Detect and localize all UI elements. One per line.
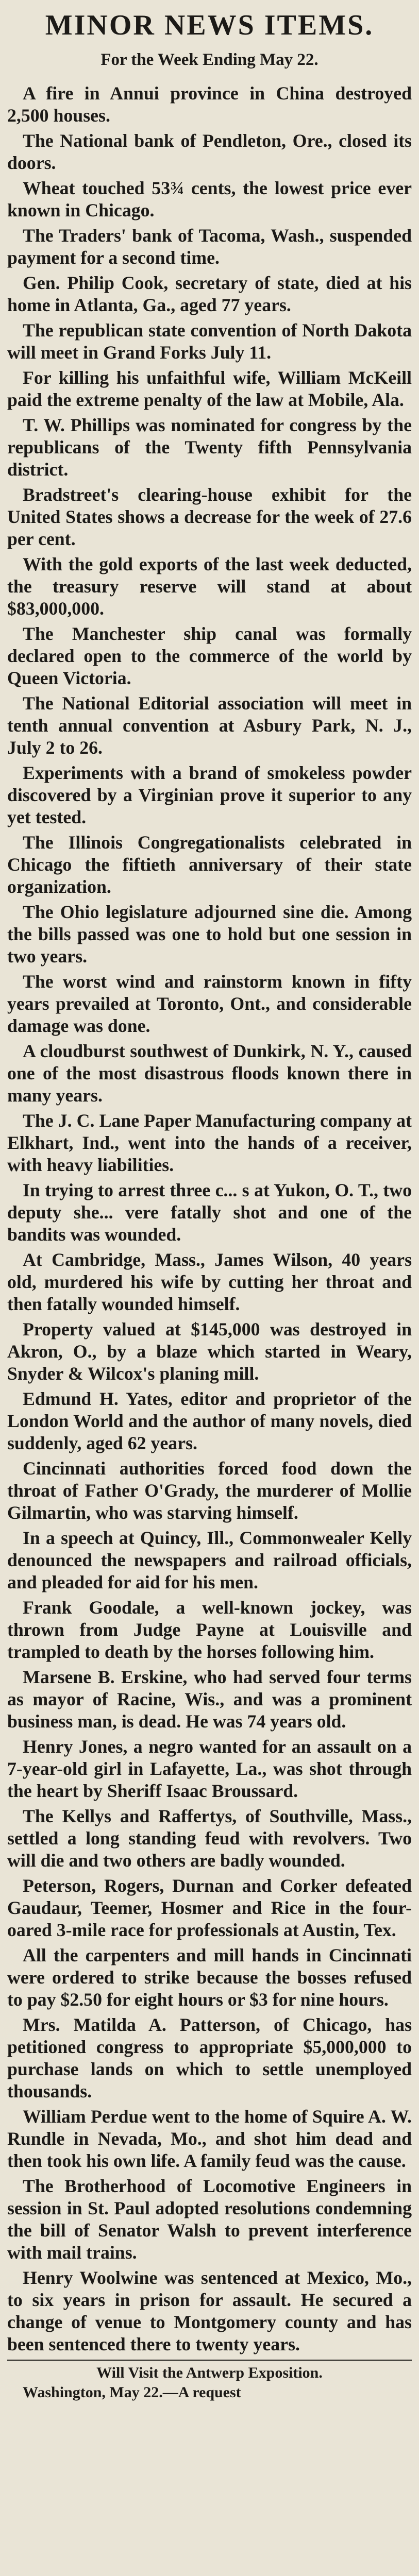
news-item: The Manchester ship canal was formally declared open to the commerce of the world by Queen Victoria. — [7, 623, 412, 688]
section-divider — [7, 2360, 412, 2361]
news-item: Edmund H. Yates, editor and proprietor of the London World and the author of many novels, died suddenly, aged 62 years. — [7, 1388, 412, 1453]
news-items-list — [7, 82, 412, 2355]
news-item: For killing his unfaithful wife, William McKeill paid the extreme penalty of the law at Mobile, Ala. — [7, 367, 412, 410]
news-item: With the gold exports of the last week deducted, the treasury reserve will stand at about $83,000,000. — [7, 554, 412, 619]
news-item: Property valued at $145,000 was destroyed in Akron, O., by a blaze which started in Weary, Snyder & Wilcox's planing mill. — [7, 1319, 412, 1384]
news-item: The worst wind and rainstorm known in fifty years prevailed at Toronto, Ont., and considerable damage was done. — [7, 971, 412, 1036]
next-story-fragment: Washington, May 22.—A request — [23, 2384, 241, 2401]
news-item: The J. C. Lane Paper Manufacturing company at Elkhart, Ind., went into the hands of a receiver, with heavy liabilities. — [7, 1110, 412, 1175]
next-story-heading: Will Visit the Antwerp Exposition. — [96, 2364, 323, 2381]
news-item: In a speech at Quincy, Ill., Commonwealer Kelly denounced the newspapers and railroad officials, and pleaded for aid for his men. — [7, 1528, 412, 1592]
headline: MINOR NEWS ITEMS. — [45, 9, 374, 41]
news-item: Peterson, Rogers, Durnan and Corker defeated Gaudaur, Teemer, Hosmer and Rice in the four-oared 3-mile race for professionals at Austin, Tex. — [7, 1875, 412, 1940]
news-item: Bradstreet's clearing-house exhibit for the United States shows a decrease for the week of 27.6 per cent. — [7, 484, 412, 549]
news-item: Marsene B. Erskine, who had served four terms as mayor of Racine, Wis., and was a prominent business man, is dead. He was 74 years old. — [7, 1667, 412, 1732]
news-item: Henry Woolwine was sentenced at Mexico, Mo., to six years in prison for assault. He secured a change of venue to Montgomery county and has been sentenced there to twenty years. — [7, 2267, 412, 2354]
news-item: Gen. Philip Cook, secretary of state, died at his home in Atlanta, Ga., aged 77 years. — [7, 273, 412, 315]
news-item: T. W. Phillips was nominated for congress by the republicans of the Twenty fifth Pennsylvania district. — [7, 415, 412, 480]
news-item: The Kellys and Raffertys, of Southville, Mass., settled a long standing feud with revolvers. Two will die and two others are badly wounded. — [7, 1806, 412, 1871]
news-item: The National bank of Pendleton, Ore., closed its doors. — [7, 130, 412, 173]
news-item: The Ohio legislature adjourned sine die. Among the bills passed was one to hold but one session in two years. — [7, 902, 412, 967]
news-item: At Cambridge, Mass., James Wilson, 40 years old, murdered his wife by cutting her throat and then fatally wounded himself. — [7, 1249, 412, 1314]
news-item: Mrs. Matilda A. Patterson, of Chicago, has petitioned congress to appropriate $5,000,000 to purchase lands on which to settle unemployed thousands. — [7, 2014, 412, 2102]
news-item: A fire in Annui province in China destroyed 2,500 houses. — [7, 83, 412, 126]
news-item: All the carpenters and mill hands in Cincinnati were ordered to strike because the bosses refused to pay $2.50 for eight hours or $3 for nine hours. — [7, 1945, 412, 2010]
news-item: The Brotherhood of Locomotive Engineers in session in St. Paul adopted resolutions condemning the bill of Senator Walsh to prevent interference with mail trains. — [7, 2176, 412, 2263]
news-item: The Illinois Congregationalists celebrated in Chicago the fiftieth anniversary of their state organization. — [7, 832, 412, 897]
news-item: Cincinnati authorities forced food down the throat of Father O'Grady, the murderer of Mollie Gilmartin, who was starving himself. — [7, 1458, 412, 1523]
news-item: The Traders' bank of Tacoma, Wash., suspended payment for a second time. — [7, 225, 412, 268]
news-item: A cloudburst southwest of Dunkirk, N. Y., caused one of the most disastrous floods known there in many years. — [7, 1041, 412, 1106]
subheadline: For the Week Ending May 22. — [100, 50, 319, 69]
news-item: Henry Jones, a negro wanted for an assault on a 7-year-old girl in Lafayette, La., was shot through the heart by Sheriff Isaac Broussard. — [7, 1736, 412, 1801]
news-item: The republican state convention of North Dakota will meet in Grand Forks July 11. — [7, 320, 412, 363]
news-item: William Perdue went to the home of Squire A. W. Rundle in Nevada, Mo., and shot him dead and then took his own life. A family feud was the cause. — [7, 2106, 412, 2171]
news-item: In trying to arrest three c... s at Yukon, O. T., two deputy she... vere fatally shot and one of the bandits was wounded. — [7, 1180, 412, 1245]
news-item: Frank Goodale, a well-known jockey, was thrown from Judge Payne at Louisville and trampled to death by the horses following him. — [7, 1597, 412, 1662]
news-item: Wheat touched 53¾ cents, the lowest price ever known in Chicago. — [7, 178, 412, 221]
news-item: The National Editorial association will meet in tenth annual convention at Asbury Park, N. J., July 2 to 26. — [7, 693, 412, 758]
news-item: Experiments with a brand of smokeless powder discovered by a Virginian prove it superior to any yet tested. — [7, 762, 412, 827]
